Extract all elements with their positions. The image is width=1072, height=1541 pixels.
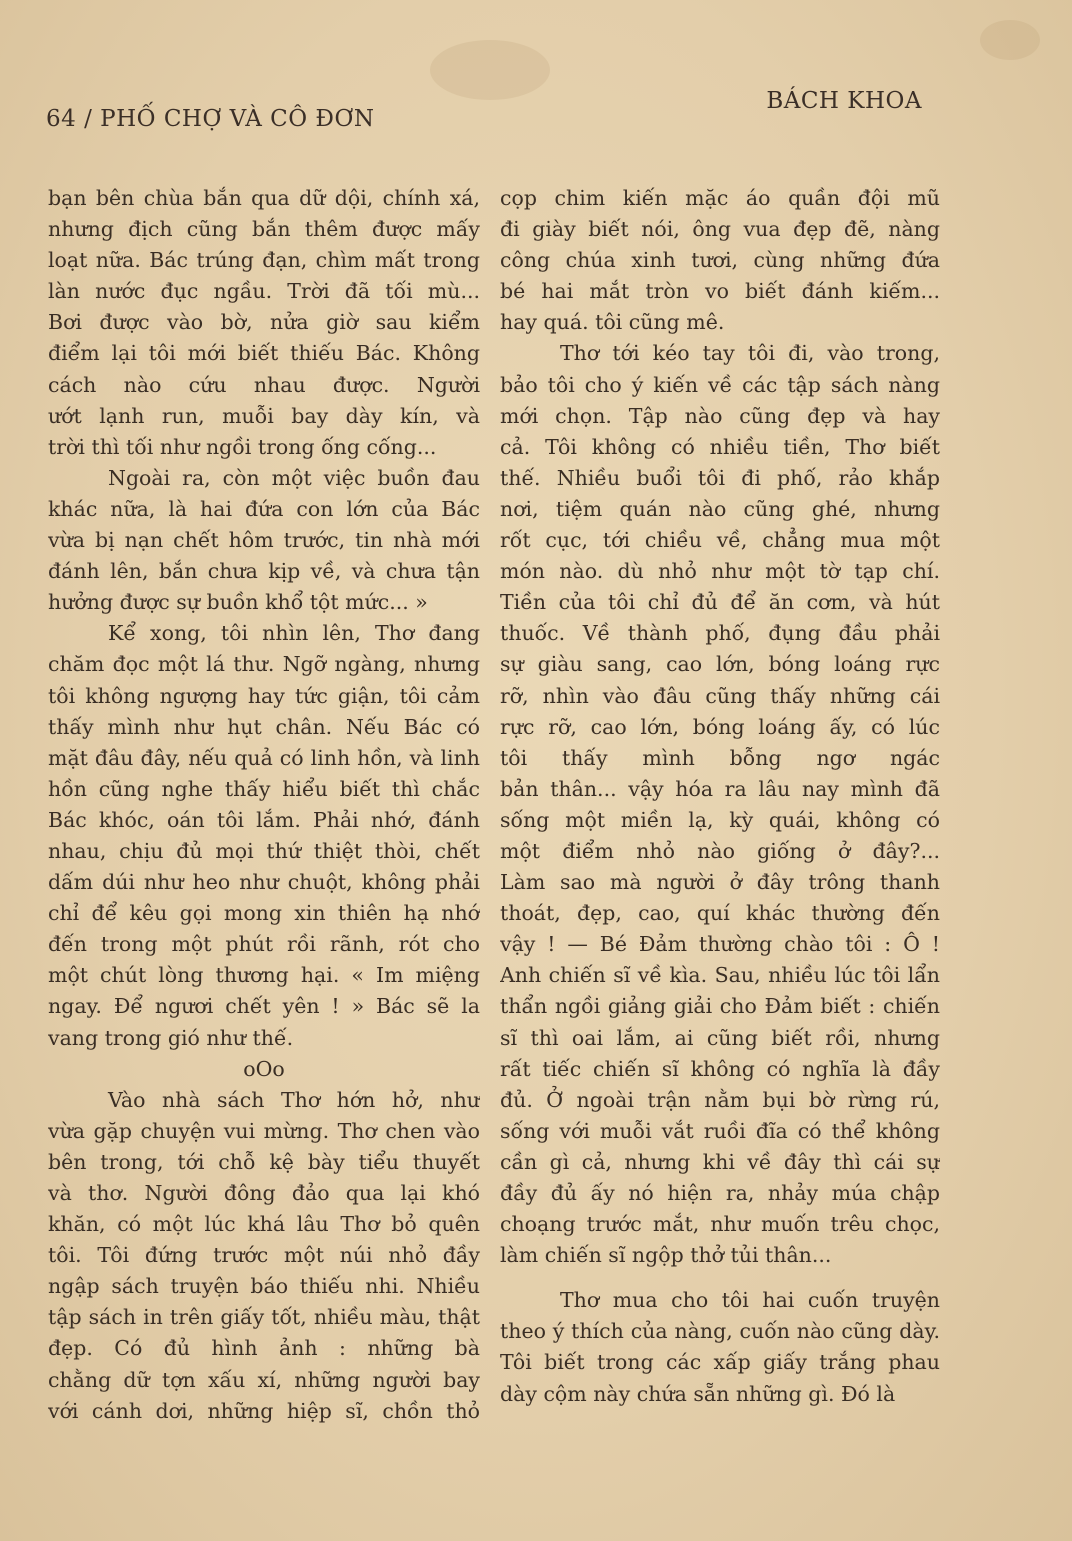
text-line: cả. Tôi không có nhiều tiền, Thơ biết	[500, 434, 940, 459]
text-line: mới chọn. Tập nào cũng đẹp và hay	[500, 403, 940, 428]
text-line: chỉ để kêu gọi mong xin thiên hạ nhớ	[48, 901, 480, 926]
text-line: rỡ, nhìn vào đâu cũng thấy những cái	[500, 683, 940, 708]
text-line: điểm lại tôi mới biết thiếu Bác. Không	[48, 341, 480, 366]
text-column-left	[48, 183, 480, 1427]
text-column-right	[500, 183, 940, 1410]
text-line: thoát, đẹp, cao, quí khác thường đến	[500, 901, 940, 926]
text-line: vừa bị nạn chết hôm trước, tin nhà mới	[48, 528, 480, 553]
text-line: hay quá. tôi cũng mê.	[500, 310, 725, 335]
text-line: Thơ tới kéo tay tôi đi, vào trong,	[560, 341, 940, 366]
text-line: sự giàu sang, cao lớn, bóng loáng rực	[500, 652, 940, 677]
text-line: rực rỡ, cao lớn, bóng loáng ấy, có lúc	[500, 714, 940, 739]
text-line: đẹp. Có đủ hình ảnh : những bà	[48, 1336, 480, 1361]
text-line: đến trong một phút rồi rãnh, rót cho	[48, 932, 480, 957]
text-line: vừa gặp chuyện vui mừng. Thơ chen vào	[48, 1118, 480, 1143]
text-line: sống với muỗi vắt ruồi đĩa có thể không	[500, 1118, 940, 1143]
text-line: mặt đâu đây, nếu quả có linh hồn, và linh	[48, 745, 480, 770]
paragraph-gap	[500, 1271, 940, 1285]
text-line: bên trong, tới chỗ kệ bày tiểu thuyết	[48, 1149, 480, 1174]
text-line: một chút lòng thương hại. « Im miệng	[48, 963, 480, 988]
text-line: choạng trước mắt, như muốn trêu chọc,	[500, 1212, 940, 1237]
text-line: bạn bên chùa bắn qua dữ dội, chính xá,	[48, 186, 480, 210]
text-line: nơi, tiệm quán nào cũng ghé, nhưng	[500, 496, 940, 521]
text-line: đánh lên, bắn chưa kịp về, và chưa tận	[48, 559, 480, 584]
text-line: chăm đọc một lá thư. Ngỡ ngàng, nhưng	[48, 652, 480, 677]
text-line: đủ. Ở ngoài trận nằm bụi bờ rừng rú,	[500, 1087, 940, 1112]
text-line: sống một miền lạ, kỳ quái, không có	[500, 807, 940, 832]
section-divider: oOo	[243, 1056, 285, 1081]
text-line: khăn, có một lúc khá lâu Thơ bỏ quên	[48, 1212, 480, 1237]
text-line: hưởng được sự buồn khổ tột mức... »	[48, 590, 428, 615]
text-line: cách nào cứu nhau được. Người	[48, 372, 480, 397]
text-line: hồn cũng nghe thấy hiểu biết thì chắc	[48, 776, 480, 801]
text-line: làm chiến sĩ ngộp thở tủi thân...	[500, 1243, 832, 1268]
text-line: tôi thấy mình bỗng ngơ ngác	[500, 745, 940, 770]
text-line: bé hai mắt tròn vo biết đánh kiếm...	[500, 279, 940, 304]
text-line: vậy ! — Bé Đảm thường chào tôi : Ô !	[500, 932, 940, 957]
text-line: Ngoài ra, còn một việc buồn đau	[108, 465, 480, 490]
text-line: đi giày biết nói, ông vua đẹp đẽ, nàng	[500, 217, 940, 242]
text-line: Tiền của tôi chỉ đủ để ăn cơm, và hút	[500, 590, 940, 615]
running-head-right: BÁCH KHOA	[766, 88, 922, 114]
text-line: Thơ mua cho tôi hai cuốn truyện	[560, 1288, 940, 1313]
text-line: chằng dữ tợn xấu xí, những người bay	[48, 1367, 480, 1392]
text-line: sĩ thì oai lắm, ai cũng biết rồi, nhưng	[500, 1025, 940, 1050]
text-line: rất tiếc chiến sĩ không có nghĩa là đầy	[500, 1056, 940, 1081]
text-line: khác nữa, là hai đứa con lớn của Bác	[48, 496, 480, 521]
text-line: ngay. Để ngươi chết yên ! » Bác sẽ la	[48, 994, 480, 1019]
text-line: thuốc. Về thành phố, đụng đầu phải	[500, 621, 940, 646]
text-line: thế. Nhiều buổi tôi đi phố, rảo khắp	[500, 465, 940, 490]
text-line: cần gì cả, nhưng khi về đây thì cái sự	[500, 1149, 940, 1174]
paper-stain	[980, 20, 1040, 60]
text-line: trời thì tối như ngồi trong ống cống...	[48, 434, 437, 459]
text-line: món nào. dù nhỏ như một tờ tạp chí.	[500, 559, 940, 584]
text-line: theo ý thích của nàng, cuốn nào cũng dày.	[500, 1319, 940, 1344]
text-line: cọp chim kiến mặc áo quần đội mũ	[500, 186, 940, 210]
text-line: công chúa xinh tươi, cùng những đứa	[500, 248, 940, 273]
paper-stain	[430, 40, 550, 100]
text-line: thẩn ngồi giảng giải cho Đảm biết : chiến	[500, 994, 940, 1019]
text-line: Anh chiến sĩ về kìa. Sau, nhiều lúc tôi lẩn	[500, 963, 940, 988]
text-line: nhưng địch cũng bắn thêm được mấy	[48, 217, 480, 242]
text-line: ướt lạnh run, muỗi bay dày kín, và	[48, 403, 480, 428]
text-line: dấm dúi như heo như chuột, không phải	[48, 870, 480, 895]
text-line: tôi không ngượng hay tức giận, tôi cảm	[48, 683, 480, 708]
text-line: Làm sao mà người ở đây trông thanh	[500, 870, 940, 895]
text-line: rốt cục, tới chiều về, chẳng mua một	[500, 528, 940, 553]
text-line: vang trong gió như thế.	[48, 1025, 294, 1050]
text-line: Bác khóc, oán tôi lắm. Phải nhớ, đánh	[48, 807, 480, 832]
text-line: Bơi được vào bờ, nửa giờ sau kiểm	[48, 310, 480, 335]
text-line: bản thân... vậy hóa ra lâu nay mình đã	[500, 776, 940, 801]
text-line: tôi. Tôi đứng trước một núi nhỏ đầy	[48, 1243, 480, 1268]
text-line: và thơ. Người đông đảo qua lại khó	[48, 1181, 480, 1205]
text-line: bảo tôi cho ý kiến về các tập sách nàng	[500, 372, 940, 397]
text-line: Tôi biết trong các xấp giấy trắng phau	[500, 1350, 940, 1375]
text-line: làn nước đục ngầu. Trời đã tối mù...	[48, 279, 480, 304]
text-line: Vào nhà sách Thơ hớn hở, như	[108, 1087, 480, 1112]
text-line: Kể xong, tôi nhìn lên, Thơ đang	[108, 621, 480, 646]
text-line: nhau, chịu đủ mọi thứ thiệt thòi, chết	[48, 838, 480, 863]
text-line: một điểm nhỏ nào giống ở đây?...	[500, 838, 940, 863]
text-line: thấy mình như hụt chân. Nếu Bác có	[48, 714, 480, 739]
text-line: với cánh dơi, những hiệp sĩ, chồn thỏ	[48, 1398, 480, 1423]
text-line: đầy đủ ấy nó hiện ra, nhảy múa chập	[500, 1181, 940, 1205]
text-line: tập sách in trên giấy tốt, nhiều màu, thật	[48, 1305, 480, 1330]
text-line: loạt nữa. Bác trúng đạn, chìm mất trong	[48, 248, 480, 273]
running-head-left: 64 / PHỐ CHỢ VÀ CÔ ĐƠN	[46, 106, 375, 132]
text-line: dày cộm này chứa sẵn những gì. Đó là	[500, 1381, 896, 1406]
text-line: ngập sách truyện báo thiếu nhi. Nhiều	[48, 1274, 480, 1299]
